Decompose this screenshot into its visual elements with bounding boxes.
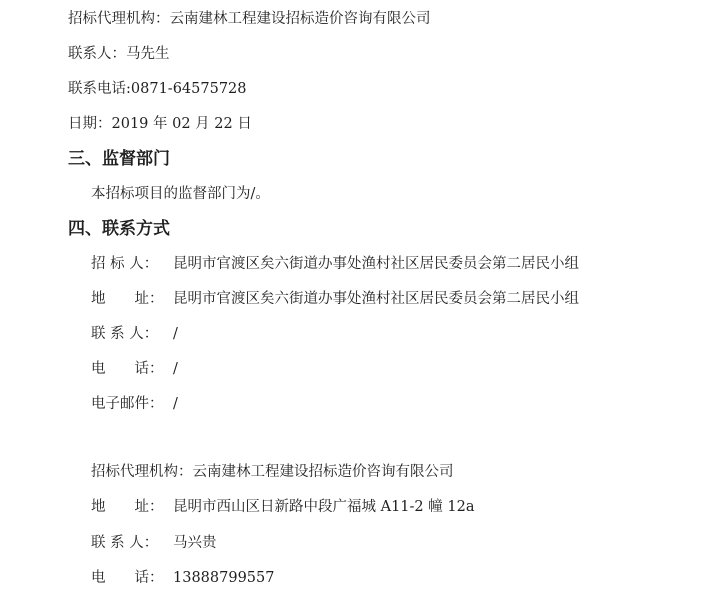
agency-line xyxy=(68,9,431,29)
agency-contact-label: 联 系 人： xyxy=(91,535,159,551)
tenderer-phone-line xyxy=(91,359,178,379)
tenderer-email-value: / xyxy=(173,396,178,412)
section-3-body: 本招标项目的监督部门为/。 xyxy=(91,186,270,202)
contact-label: 联系人： xyxy=(68,46,126,62)
agency-phone-label: 电 话： xyxy=(91,570,164,586)
tenderer-address-value: 昆明市官渡区矣六街道办事处渔村社区居民委员会第二居民小组 xyxy=(173,291,579,307)
tenderer-contact-value: / xyxy=(173,326,178,342)
agency-phone-line xyxy=(91,568,274,588)
agency-phone-value: 13888799557 xyxy=(173,570,275,586)
tenderer-address-line xyxy=(91,289,579,309)
date-label: 日期： xyxy=(68,116,112,132)
agency-value: 云南建林工程建设招标造价咨询有限公司 xyxy=(169,11,431,27)
agency-name-value: 云南建林工程建设招标造价咨询有限公司 xyxy=(192,464,454,480)
agency-name-line xyxy=(91,462,454,482)
date-line xyxy=(68,114,252,134)
tenderer-name-value: 昆明市官渡区矣六街道办事处渔村社区居民委员会第二居民小组 xyxy=(173,256,579,272)
agency-address-value: 昆明市西山区日新路中段广福城 A11-2 幢 12a xyxy=(173,499,475,515)
phone-value: 0871-64575728 xyxy=(130,81,247,97)
agency-contact-value: 马兴贵 xyxy=(173,535,217,551)
tenderer-contact-line xyxy=(91,324,178,344)
tenderer-name-label: 招 标 人： xyxy=(91,256,159,272)
agency-address-label: 地 址： xyxy=(91,499,164,515)
date-value: 2019 年 02 月 22 日 xyxy=(111,116,252,132)
section-3-heading: 三、监督部门 xyxy=(68,149,170,169)
phone-line xyxy=(68,79,247,99)
agency-address-line xyxy=(91,497,474,517)
tenderer-contact-label: 联 系 人： xyxy=(91,326,159,342)
contact-line xyxy=(68,44,170,64)
tenderer-phone-label: 电 话： xyxy=(91,361,164,377)
tenderer-email-label: 电子邮件： xyxy=(91,396,164,412)
agency-contact-line xyxy=(91,533,217,553)
section-4-heading: 四、联系方式 xyxy=(68,219,170,239)
phone-label: 联系电话: xyxy=(68,81,131,97)
tenderer-email-line xyxy=(91,394,178,414)
contact-value: 马先生 xyxy=(126,46,170,62)
tenderer-phone-value: / xyxy=(173,361,178,377)
tenderer-address-label: 地 址： xyxy=(91,291,164,307)
tenderer-name-line xyxy=(91,254,579,274)
agency-label: 招标代理机构： xyxy=(68,11,170,27)
agency-name-label: 招标代理机构： xyxy=(91,464,193,480)
